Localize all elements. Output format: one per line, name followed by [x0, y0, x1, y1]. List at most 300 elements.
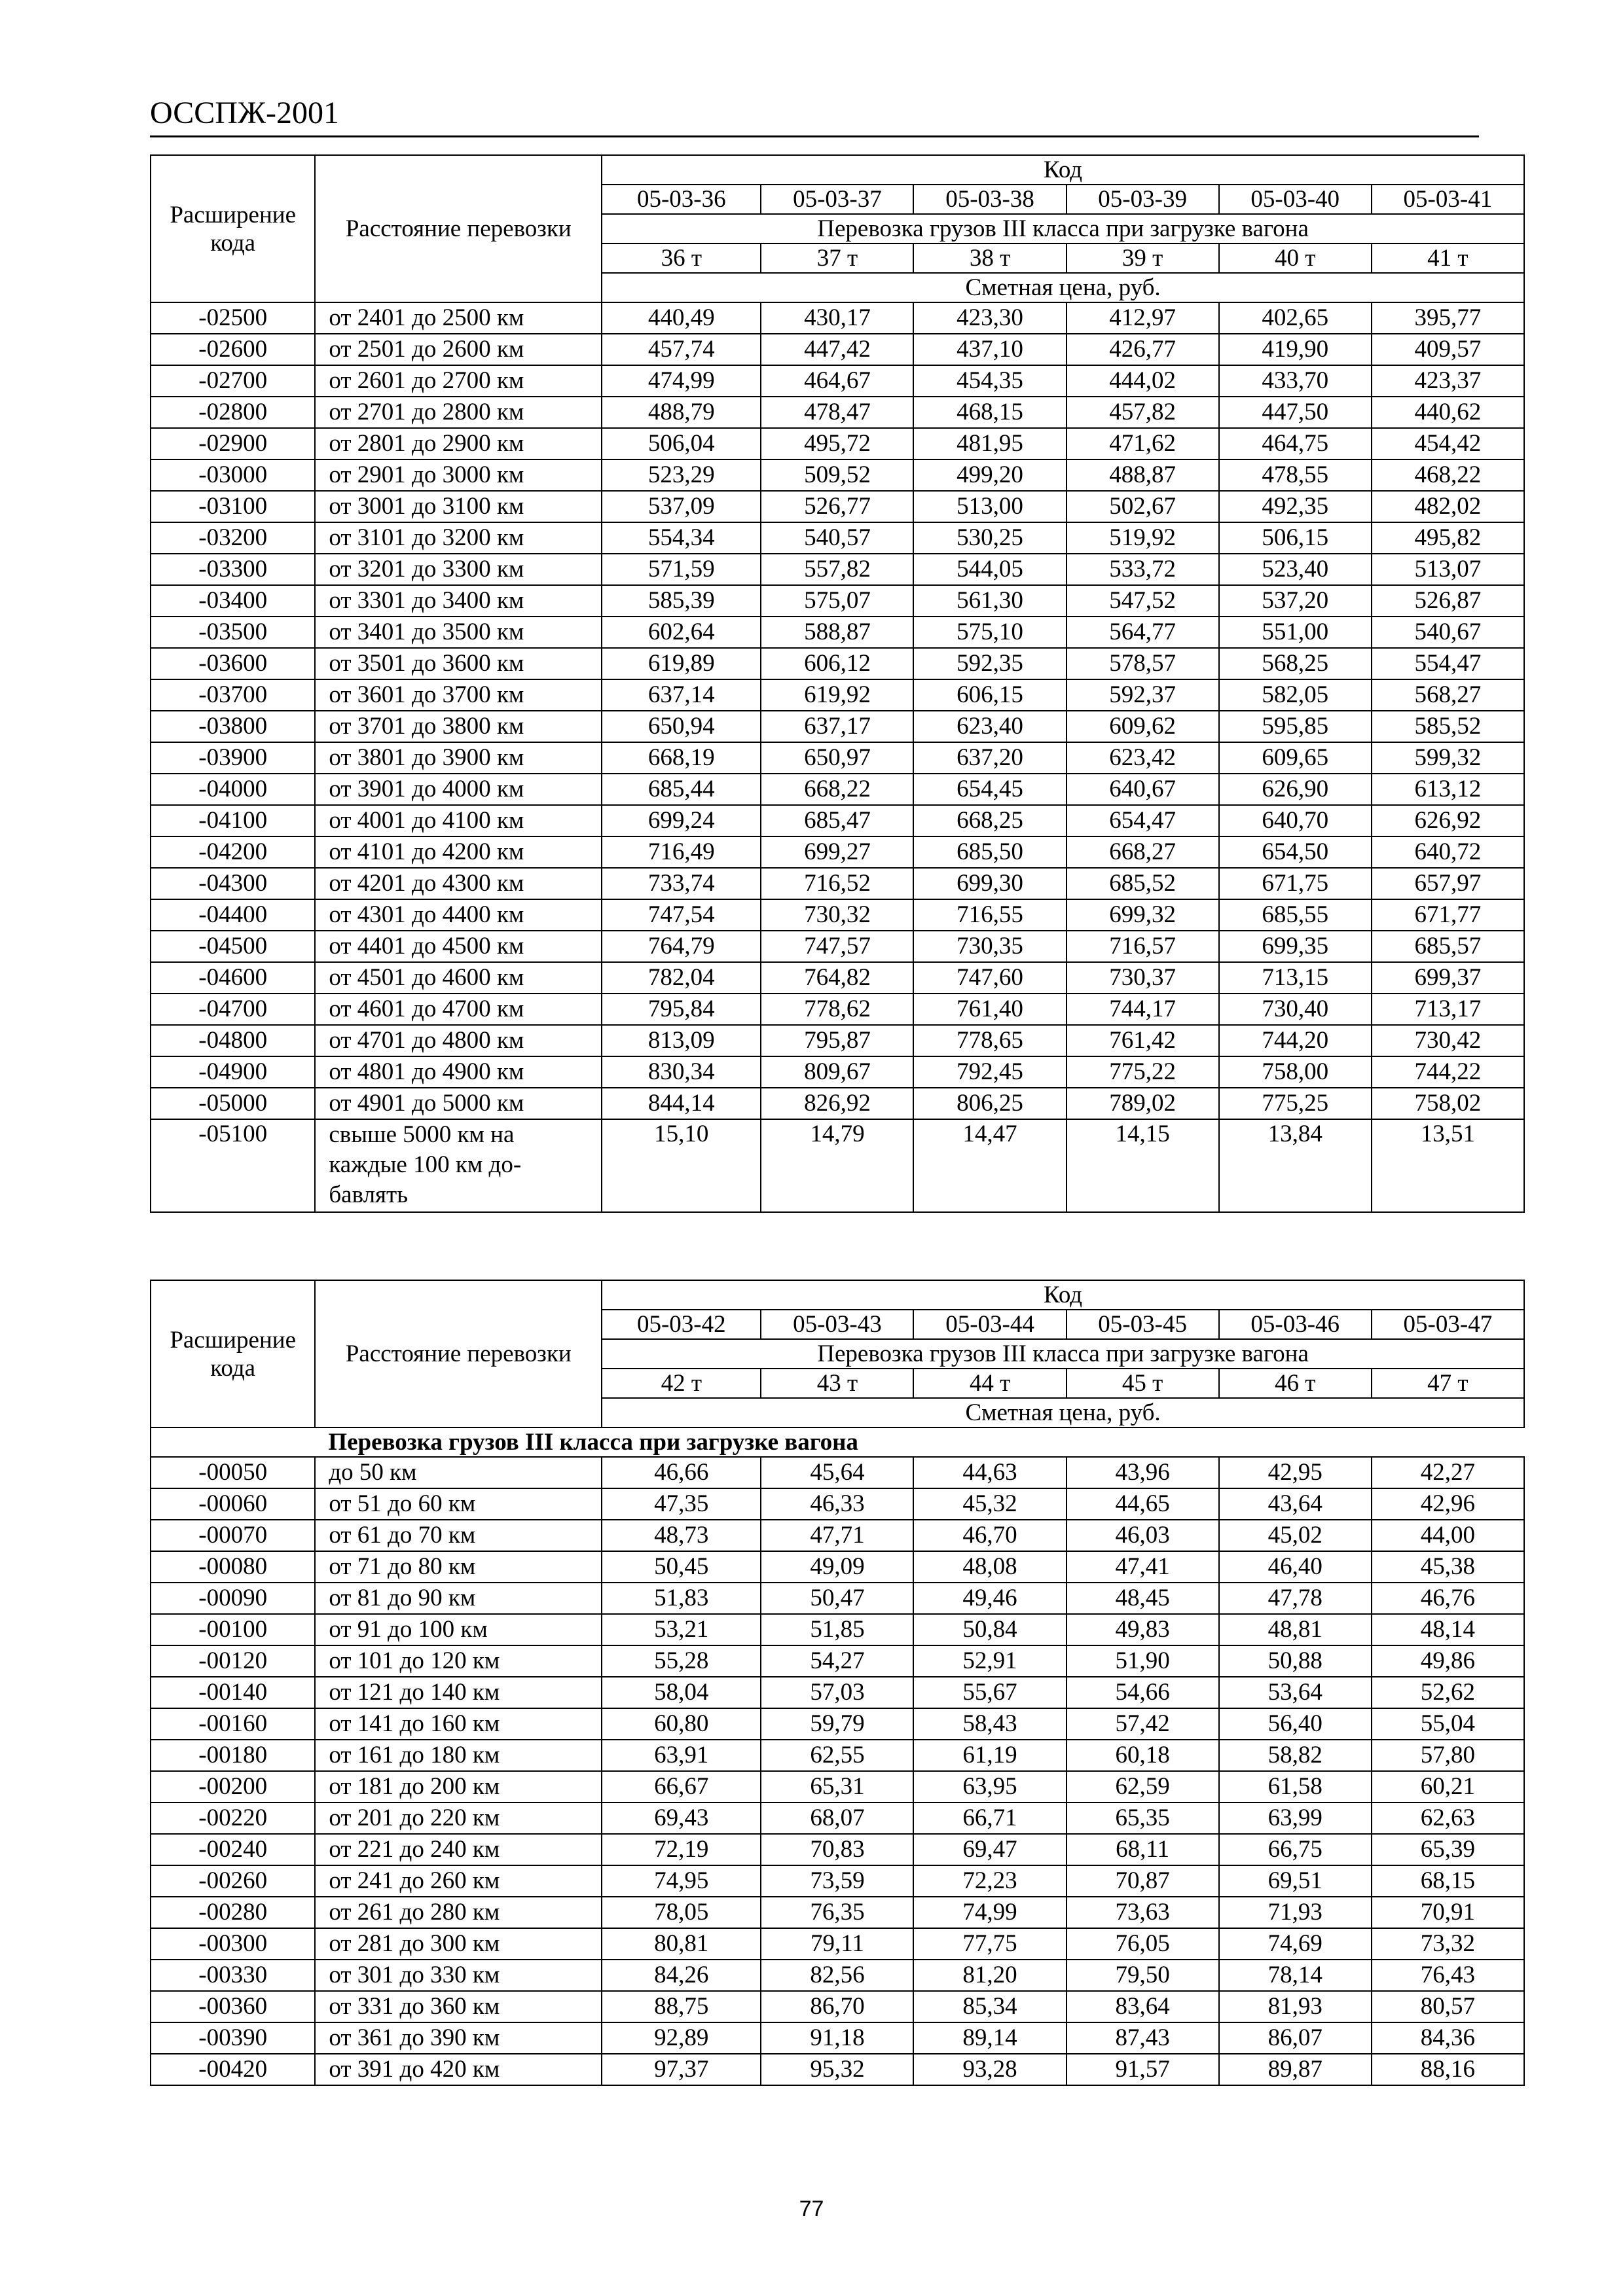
price-cell: 547,52	[1067, 585, 1219, 617]
price-cell: 46,70	[913, 1520, 1066, 1551]
price-cell: 519,92	[1067, 522, 1219, 554]
price-cell: 13,51	[1372, 1119, 1524, 1212]
price-cell: 412,97	[1067, 302, 1219, 334]
code-extension-cell: -03300	[151, 554, 315, 585]
price-cell: 81,93	[1219, 1991, 1372, 2022]
code-extension-cell: -02500	[151, 302, 315, 334]
distance-cell: от 3501 до 3600 км	[315, 648, 602, 679]
price-cell: 775,25	[1219, 1088, 1372, 1119]
distance-cell: от 101 до 120 км	[315, 1645, 602, 1677]
price-cell: 523,29	[602, 459, 761, 491]
price-cell: 87,43	[1067, 2022, 1219, 2054]
price-cell: 66,67	[602, 1771, 761, 1803]
price-cell: 606,15	[913, 679, 1066, 711]
price-cell: 57,42	[1067, 1708, 1219, 1740]
col-header-extension: Расширение кода	[151, 1280, 315, 1427]
distance-cell: от 221 до 240 км	[315, 1834, 602, 1865]
price-cell: 80,81	[602, 1928, 761, 1960]
price-cell: 74,95	[602, 1865, 761, 1897]
price-cell: 509,52	[761, 459, 913, 491]
price-cell: 60,80	[602, 1708, 761, 1740]
price-cell: 71,93	[1219, 1897, 1372, 1928]
price-cell: 14,47	[913, 1119, 1066, 1212]
code-extension-cell: -03700	[151, 679, 315, 711]
table-row	[151, 1740, 1524, 1771]
distance-cell: от 201 до 220 км	[315, 1803, 602, 1834]
price-cell: 89,14	[913, 2022, 1066, 2054]
price-cell: 93,28	[913, 2054, 1066, 2085]
code-extension-cell: -02900	[151, 428, 315, 459]
price-cell: 551,00	[1219, 617, 1372, 648]
load-header: 39 т	[1067, 243, 1219, 273]
price-cell: 50,47	[761, 1583, 913, 1614]
table-row	[151, 459, 1524, 491]
price-cell: 73,32	[1372, 1928, 1524, 1960]
price-cell: 537,20	[1219, 585, 1372, 617]
code-extension-cell: -00060	[151, 1488, 315, 1520]
distance-cell: от 2401 до 2500 км	[315, 302, 602, 334]
price-cell: 86,70	[761, 1991, 913, 2022]
price-cell: 713,17	[1372, 994, 1524, 1025]
price-cell: 716,52	[761, 868, 913, 899]
code-extension-cell: -00160	[151, 1708, 315, 1740]
price-cell: 15,10	[602, 1119, 761, 1212]
document-title: ОССПЖ-2001	[150, 96, 339, 130]
price-cell: 716,55	[913, 899, 1066, 931]
price-cell: 578,57	[1067, 648, 1219, 679]
code-extension-cell: -00050	[151, 1457, 315, 1488]
code-extension-cell: -05100	[151, 1119, 315, 1212]
distance-cell: свыше 5000 км на каждые 100 км до-бавлять	[315, 1119, 602, 1212]
price-cell: 730,37	[1067, 962, 1219, 994]
price-cell: 72,19	[602, 1834, 761, 1865]
distance-cell: от 4801 до 4900 км	[315, 1056, 602, 1088]
price-cell: 789,02	[1067, 1088, 1219, 1119]
distance-cell: от 81 до 90 км	[315, 1583, 602, 1614]
price-cell: 430,17	[761, 302, 913, 334]
price-cell: 84,26	[602, 1960, 761, 1991]
price-cell: 468,22	[1372, 459, 1524, 491]
price-cell: 70,83	[761, 1834, 913, 1865]
price-cell: 42,27	[1372, 1457, 1524, 1488]
distance-cell: от 4401 до 4500 км	[315, 931, 602, 962]
price-cell: 716,57	[1067, 931, 1219, 962]
header-rule	[150, 135, 1479, 137]
table-row	[151, 617, 1524, 648]
price-cell: 49,86	[1372, 1645, 1524, 1677]
distance-cell: от 4501 до 4600 км	[315, 962, 602, 994]
price-cell: 554,47	[1372, 648, 1524, 679]
price-cell: 668,27	[1067, 836, 1219, 868]
price-cell: 54,27	[761, 1645, 913, 1677]
price-cell: 761,40	[913, 994, 1066, 1025]
price-cell: 495,82	[1372, 522, 1524, 554]
load-header: 43 т	[761, 1369, 913, 1398]
table-row	[151, 899, 1524, 931]
distance-cell: от 91 до 100 км	[315, 1614, 602, 1645]
price-cell: 471,62	[1067, 428, 1219, 459]
price-cell: 395,77	[1372, 302, 1524, 334]
load-header: 42 т	[602, 1369, 761, 1398]
code-header: 05-03-40	[1219, 185, 1372, 214]
price-cell: 713,15	[1219, 962, 1372, 994]
code-extension-cell: -00090	[151, 1583, 315, 1614]
code-extension-cell: -00420	[151, 2054, 315, 2085]
price-cell: 699,35	[1219, 931, 1372, 962]
code-extension-cell: -04100	[151, 805, 315, 836]
distance-cell: от 4101 до 4200 км	[315, 836, 602, 868]
price-cell: 778,62	[761, 994, 913, 1025]
price-cell: 42,95	[1219, 1457, 1372, 1488]
distance-cell: от 331 до 360 км	[315, 1991, 602, 2022]
price-cell: 49,46	[913, 1583, 1066, 1614]
price-cell: 88,16	[1372, 2054, 1524, 2085]
price-cell: 43,96	[1067, 1457, 1219, 1488]
code-extension-cell: -03800	[151, 711, 315, 742]
price-cell: 668,19	[602, 742, 761, 774]
price-cell: 63,91	[602, 1740, 761, 1771]
price-cell: 14,15	[1067, 1119, 1219, 1212]
price-cell: 423,37	[1372, 365, 1524, 397]
price-cell: 46,66	[602, 1457, 761, 1488]
price-cell: 65,31	[761, 1771, 913, 1803]
distance-cell: от 4901 до 5000 км	[315, 1088, 602, 1119]
distance-cell: от 3401 до 3500 км	[315, 617, 602, 648]
table-row	[151, 836, 1524, 868]
price-cell: 83,64	[1067, 1991, 1219, 2022]
price-cell: 51,85	[761, 1614, 913, 1645]
price-cell: 66,75	[1219, 1834, 1372, 1865]
price-cell: 699,37	[1372, 962, 1524, 994]
price-cell: 58,43	[913, 1708, 1066, 1740]
price-cell: 61,58	[1219, 1771, 1372, 1803]
price-cell: 654,47	[1067, 805, 1219, 836]
table-row	[151, 491, 1524, 522]
code-header: 05-03-37	[761, 185, 913, 214]
price-cell: 619,89	[602, 648, 761, 679]
price-cell: 474,99	[602, 365, 761, 397]
price-cell: 744,17	[1067, 994, 1219, 1025]
distance-cell: от 391 до 420 км	[315, 2054, 602, 2085]
price-cell: 44,65	[1067, 1488, 1219, 1520]
price-cell: 82,56	[761, 1960, 913, 1991]
price-cell: 568,27	[1372, 679, 1524, 711]
price-cell: 447,42	[761, 334, 913, 365]
table-row	[151, 1056, 1524, 1088]
price-cell: 55,28	[602, 1645, 761, 1677]
price-cell: 48,14	[1372, 1614, 1524, 1645]
price-cell: 68,07	[761, 1803, 913, 1834]
code-extension-cell: -00390	[151, 2022, 315, 2054]
price-cell: 65,39	[1372, 1834, 1524, 1865]
price-cell: 761,42	[1067, 1025, 1219, 1056]
table-row	[151, 1708, 1524, 1740]
price-cell: 46,03	[1067, 1520, 1219, 1551]
table-row	[151, 554, 1524, 585]
price-cell: 623,40	[913, 711, 1066, 742]
code-extension-cell: -00070	[151, 1520, 315, 1551]
price-cell: 92,89	[602, 2022, 761, 2054]
price-cell: 69,51	[1219, 1865, 1372, 1897]
distance-cell: от 2501 до 2600 км	[315, 334, 602, 365]
price-cell: 58,04	[602, 1677, 761, 1708]
price-cell: 506,15	[1219, 522, 1372, 554]
table-row	[151, 1677, 1524, 1708]
price-cell: 806,25	[913, 1088, 1066, 1119]
table-row	[151, 1865, 1524, 1897]
price-cell: 63,95	[913, 1771, 1066, 1803]
price-cell: 523,40	[1219, 554, 1372, 585]
distance-cell: от 51 до 60 км	[315, 1488, 602, 1520]
price-cell: 654,45	[913, 774, 1066, 805]
distance-cell: от 3701 до 3800 км	[315, 711, 602, 742]
price-cell: 561,30	[913, 585, 1066, 617]
price-cell: 606,12	[761, 648, 913, 679]
code-extension-cell: -03000	[151, 459, 315, 491]
table-row	[151, 931, 1524, 962]
price-cell: 48,73	[602, 1520, 761, 1551]
price-cell: 59,79	[761, 1708, 913, 1740]
price-cell: 609,62	[1067, 711, 1219, 742]
price-cell: 49,09	[761, 1551, 913, 1583]
price-cell: 775,22	[1067, 1056, 1219, 1088]
price-cell: 526,87	[1372, 585, 1524, 617]
code-extension-cell: -03500	[151, 617, 315, 648]
table-row	[151, 365, 1524, 397]
distance-cell: от 161 до 180 км	[315, 1740, 602, 1771]
price-cell: 744,20	[1219, 1025, 1372, 1056]
distance-cell: от 3801 до 3900 км	[315, 742, 602, 774]
load-header: 44 т	[913, 1369, 1066, 1398]
price-cell: 602,64	[602, 617, 761, 648]
price-cell: 544,05	[913, 554, 1066, 585]
load-header: 37 т	[761, 243, 913, 273]
price-cell: 44,63	[913, 1457, 1066, 1488]
price-cell: 716,49	[602, 836, 761, 868]
code-extension-cell: -04700	[151, 994, 315, 1025]
load-header: 41 т	[1372, 243, 1524, 273]
price-cell: 70,87	[1067, 1865, 1219, 1897]
price-cell: 86,07	[1219, 2022, 1372, 2054]
price-cell: 50,88	[1219, 1645, 1372, 1677]
price-cell: 454,42	[1372, 428, 1524, 459]
distance-cell: от 141 до 160 км	[315, 1708, 602, 1740]
code-extension-cell: -04300	[151, 868, 315, 899]
table-row	[151, 962, 1524, 994]
price-cell: 57,80	[1372, 1740, 1524, 1771]
price-cell: 60,21	[1372, 1771, 1524, 1803]
price-cell: 79,11	[761, 1928, 913, 1960]
price-table-2	[150, 1280, 1525, 2086]
price-cell: 699,32	[1067, 899, 1219, 931]
price-label: Сметная цена, руб.	[602, 273, 1524, 302]
price-cell: 51,83	[602, 1583, 761, 1614]
code-extension-cell: -00220	[151, 1803, 315, 1834]
load-header: 40 т	[1219, 243, 1372, 273]
price-cell: 464,75	[1219, 428, 1372, 459]
code-extension-cell: -03900	[151, 742, 315, 774]
price-cell: 53,64	[1219, 1677, 1372, 1708]
price-cell: 782,04	[602, 962, 761, 994]
price-cell: 60,18	[1067, 1740, 1219, 1771]
price-cell: 49,83	[1067, 1614, 1219, 1645]
code-extension-cell: -00360	[151, 1991, 315, 2022]
code-header: 05-03-44	[913, 1310, 1066, 1339]
price-cell: 747,54	[602, 899, 761, 931]
price-cell: 537,09	[602, 491, 761, 522]
distance-cell: от 4601 до 4700 км	[315, 994, 602, 1025]
price-cell: 44,00	[1372, 1520, 1524, 1551]
distance-cell: от 261 до 280 км	[315, 1897, 602, 1928]
table-row	[151, 1583, 1524, 1614]
price-cell: 557,82	[761, 554, 913, 585]
distance-cell: от 3601 до 3700 км	[315, 679, 602, 711]
table-row	[151, 711, 1524, 742]
distance-cell: от 4001 до 4100 км	[315, 805, 602, 836]
price-cell: 830,34	[602, 1056, 761, 1088]
price-cell: 730,42	[1372, 1025, 1524, 1056]
distance-cell: от 61 до 70 км	[315, 1520, 602, 1551]
code-header: 05-03-39	[1067, 185, 1219, 214]
distance-cell: до 50 км	[315, 1457, 602, 1488]
price-cell: 47,35	[602, 1488, 761, 1520]
price-cell: 640,72	[1372, 836, 1524, 868]
price-cell: 72,23	[913, 1865, 1066, 1897]
code-extension-cell: -04000	[151, 774, 315, 805]
price-cell: 530,25	[913, 522, 1066, 554]
price-cell: 685,50	[913, 836, 1066, 868]
price-cell: 733,74	[602, 868, 761, 899]
price-cell: 58,82	[1219, 1740, 1372, 1771]
price-cell: 464,67	[761, 365, 913, 397]
code-header: 05-03-47	[1372, 1310, 1524, 1339]
code-header: 05-03-38	[913, 185, 1066, 214]
price-cell: 585,52	[1372, 711, 1524, 742]
price-cell: 730,32	[761, 899, 913, 931]
table-row	[151, 1928, 1524, 1960]
table-row	[151, 1088, 1524, 1119]
price-cell: 613,12	[1372, 774, 1524, 805]
price-cell: 457,82	[1067, 397, 1219, 428]
price-cell: 478,47	[761, 397, 913, 428]
price-cell: 68,11	[1067, 1834, 1219, 1865]
price-cell: 48,08	[913, 1551, 1066, 1583]
code-extension-cell: -00240	[151, 1834, 315, 1865]
price-cell: 564,77	[1067, 617, 1219, 648]
price-cell: 795,87	[761, 1025, 913, 1056]
price-cell: 488,87	[1067, 459, 1219, 491]
price-cell: 513,07	[1372, 554, 1524, 585]
price-cell: 65,35	[1067, 1803, 1219, 1834]
price-cell: 73,59	[761, 1865, 913, 1897]
price-cell: 50,84	[913, 1614, 1066, 1645]
section-label: Перевозка грузов III класса при загрузке вагона	[315, 1427, 1524, 1457]
price-cell: 45,38	[1372, 1551, 1524, 1583]
code-header: 05-03-43	[761, 1310, 913, 1339]
distance-cell: от 71 до 80 км	[315, 1551, 602, 1583]
price-cell: 426,77	[1067, 334, 1219, 365]
price-cell: 758,02	[1372, 1088, 1524, 1119]
price-cell: 499,20	[913, 459, 1066, 491]
price-cell: 84,36	[1372, 2022, 1524, 2054]
price-cell: 85,34	[913, 1991, 1066, 2022]
table-1-body	[151, 302, 1524, 1212]
price-cell: 609,65	[1219, 742, 1372, 774]
price-cell: 55,67	[913, 1677, 1066, 1708]
price-cell: 402,65	[1219, 302, 1372, 334]
code-extension-cell: -00120	[151, 1645, 315, 1677]
distance-cell: от 2601 до 2700 км	[315, 365, 602, 397]
price-cell: 844,14	[602, 1088, 761, 1119]
table-row	[151, 428, 1524, 459]
code-label: Код	[602, 155, 1524, 185]
price-cell: 599,32	[1372, 742, 1524, 774]
code-extension-cell: -00100	[151, 1614, 315, 1645]
price-cell: 68,15	[1372, 1865, 1524, 1897]
price-label: Сметная цена, руб.	[602, 1398, 1524, 1427]
price-cell: 61,19	[913, 1740, 1066, 1771]
price-cell: 78,14	[1219, 1960, 1372, 1991]
price-cell: 53,21	[602, 1614, 761, 1645]
code-extension-cell: -04600	[151, 962, 315, 994]
code-extension-cell: -03100	[151, 491, 315, 522]
price-cell: 52,62	[1372, 1677, 1524, 1708]
price-cell: 585,39	[602, 585, 761, 617]
price-cell: 88,75	[602, 1991, 761, 2022]
table-row	[151, 1551, 1524, 1583]
price-cell: 47,71	[761, 1520, 913, 1551]
price-cell: 554,34	[602, 522, 761, 554]
price-cell: 671,77	[1372, 899, 1524, 931]
price-cell: 80,57	[1372, 1991, 1524, 2022]
load-header: 45 т	[1067, 1369, 1219, 1398]
code-extension-cell: -04500	[151, 931, 315, 962]
price-cell: 747,57	[761, 931, 913, 962]
price-cell: 513,00	[913, 491, 1066, 522]
price-cell: 45,32	[913, 1488, 1066, 1520]
price-cell: 97,37	[602, 2054, 761, 2085]
code-extension-cell: -04900	[151, 1056, 315, 1088]
price-cell: 43,64	[1219, 1488, 1372, 1520]
price-cell: 57,03	[761, 1677, 913, 1708]
price-cell: 95,32	[761, 2054, 913, 2085]
price-cell: 51,90	[1067, 1645, 1219, 1677]
price-cell: 747,60	[913, 962, 1066, 994]
price-cell: 482,02	[1372, 491, 1524, 522]
price-cell: 526,77	[761, 491, 913, 522]
table-row	[151, 397, 1524, 428]
price-cell: 457,74	[602, 334, 761, 365]
price-cell: 409,57	[1372, 334, 1524, 365]
price-cell: 454,35	[913, 365, 1066, 397]
table-row	[151, 648, 1524, 679]
price-cell: 637,20	[913, 742, 1066, 774]
code-extension-cell: -04200	[151, 836, 315, 868]
table-row	[151, 334, 1524, 365]
price-cell: 47,41	[1067, 1551, 1219, 1583]
price-cell: 79,50	[1067, 1960, 1219, 1991]
price-cell: 582,05	[1219, 679, 1372, 711]
code-extension-cell: -00280	[151, 1897, 315, 1928]
price-cell: 481,95	[913, 428, 1066, 459]
price-cell: 685,57	[1372, 931, 1524, 962]
price-cell: 540,67	[1372, 617, 1524, 648]
price-cell: 650,94	[602, 711, 761, 742]
section-row-spacer	[151, 1427, 315, 1457]
code-header: 05-03-41	[1372, 185, 1524, 214]
code-extension-cell: -03600	[151, 648, 315, 679]
price-cell: 423,30	[913, 302, 1066, 334]
